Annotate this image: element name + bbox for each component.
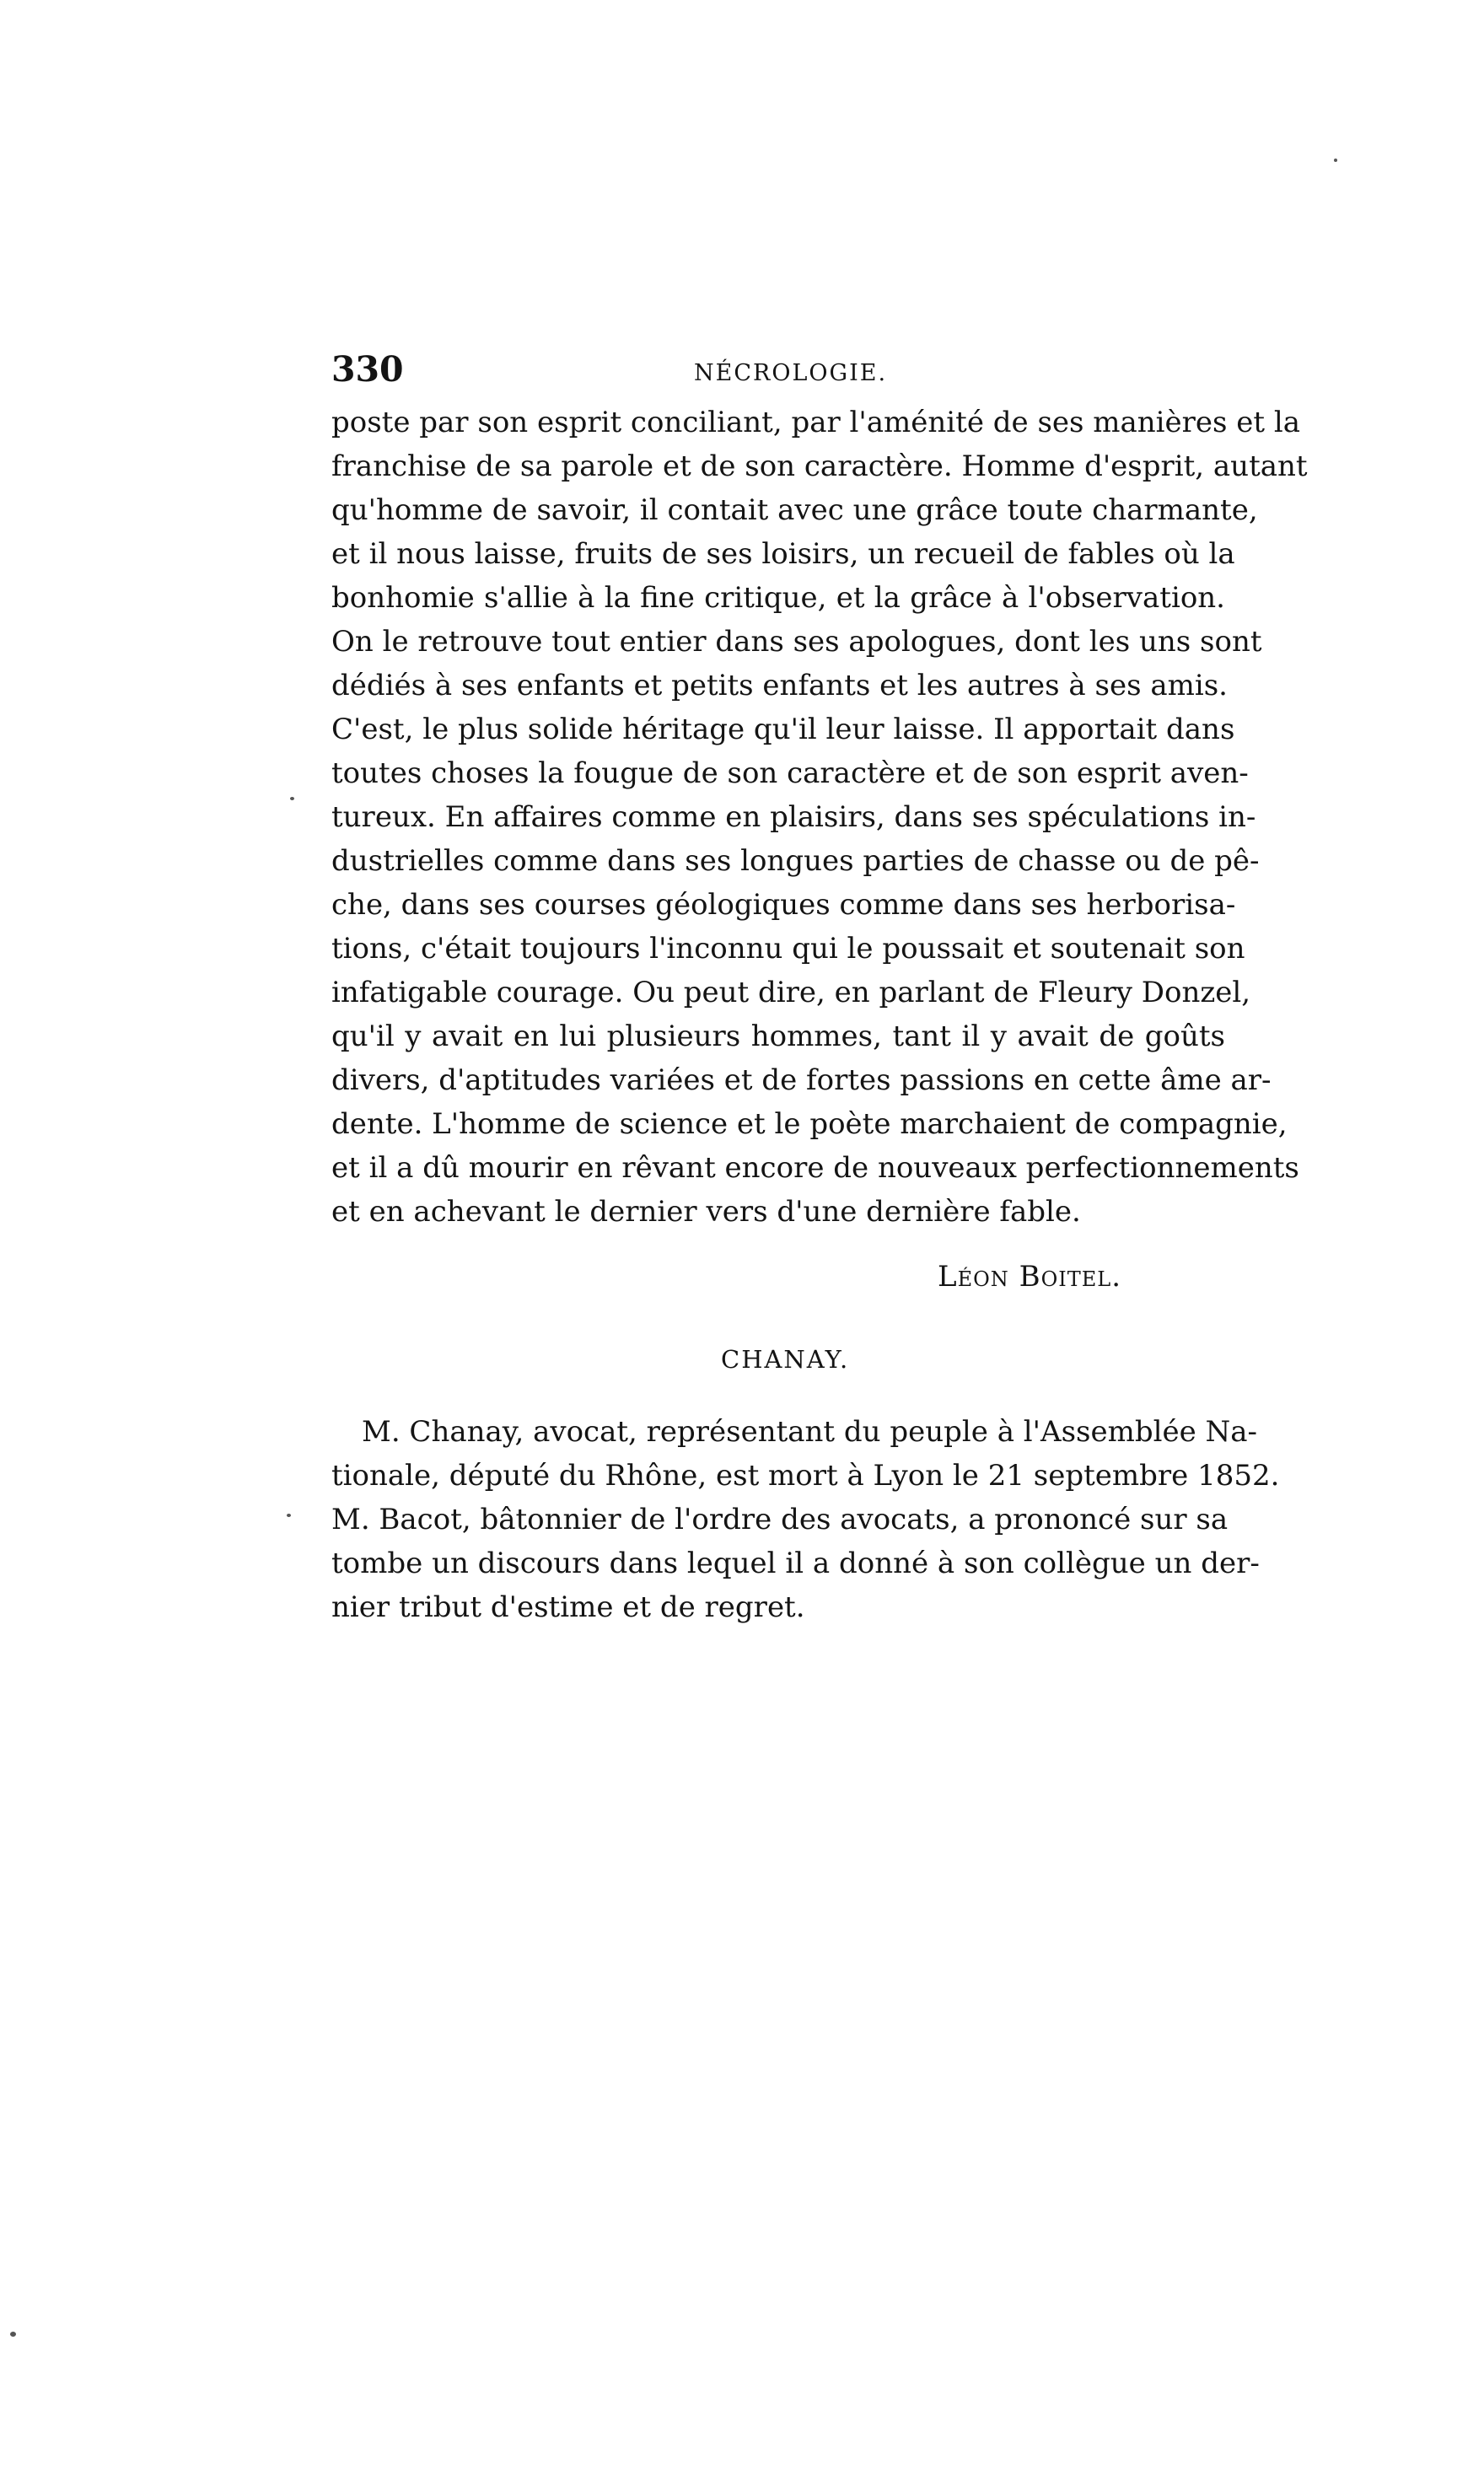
text-line: che, dans ses courses géologiques comme dans ses herborisa-	[331, 888, 1236, 922]
text-line: infatigable courage. Ou peut dire, en parlant de Fleury Donzel,	[331, 976, 1251, 1009]
text-line: tionale, député du Rhône, est mort à Lyon le 21 septembre 1852.	[331, 1459, 1280, 1493]
text-line: qu'homme de savoir, il contait avec une grâce toute charmante,	[331, 493, 1258, 527]
page-number: 330	[331, 349, 404, 390]
text-line: poste par son esprit conciliant, par l'aménité de ses manières et la	[331, 406, 1301, 439]
text-line: et en achevant le dernier vers d'une dernière fable.	[331, 1195, 1081, 1229]
text-line: toutes choses la fougue de son caractère et de son esprit aven-	[331, 756, 1249, 790]
text-line: M. Bacot, bâtonnier de l'ordre des avocats, a prononcé sur sa	[331, 1503, 1229, 1536]
scan-speck	[10, 2332, 16, 2337]
obituary-paragraph	[331, 401, 1308, 1234]
scan-speck	[287, 1514, 291, 1517]
text-line: et il a dû mourir en rêvant encore de nouveaux perfectionnements	[331, 1151, 1299, 1185]
page-header	[331, 346, 1225, 396]
text-line: dédiés à ses enfants et petits enfants et les autres à ses amis.	[331, 669, 1228, 702]
text-line: qu'il y avait en lui plusieurs hommes, tant il y avait de goûts	[331, 1020, 1225, 1053]
text-line: bonhomie s'allie à la fine critique, et la grâce à l'observation.	[331, 581, 1225, 615]
text-line: nier tribut d'estime et de regret.	[331, 1590, 805, 1624]
text-line: C'est, le plus solide héritage qu'il leur laisse. Il apportait dans	[331, 713, 1235, 746]
text-line: On le retrouve tout entier dans ses apologues, dont les uns sont	[331, 625, 1262, 659]
chanay-paragraph	[331, 1410, 1280, 1629]
scan-speck	[290, 797, 294, 800]
text-line: tombe un discours dans lequel il a donné à son collègue un der-	[331, 1547, 1260, 1580]
text-line: dustrielles comme dans ses longues parties de chasse ou de pê-	[331, 844, 1260, 878]
text-line: et il nous laisse, fruits de ses loisirs, un recueil de fables où la	[331, 537, 1235, 571]
text-line: dente. L'homme de science et le poète marchaient de compagnie,	[331, 1107, 1288, 1141]
text-line: M. Chanay, avocat, représentant du peuple à l'Assemblée Na-	[362, 1415, 1258, 1449]
text-line: tureux. En affaires comme en plaisirs, dans ses spéculations in-	[331, 800, 1256, 834]
text-line: franchise de sa parole et de son caractère. Homme d'esprit, autant	[331, 449, 1308, 483]
text-line: tions, c'était toujours l'inconnu qui le poussait et soutenait son	[331, 932, 1245, 966]
running-title: NÉCROLOGIE.	[694, 360, 888, 386]
scan-speck	[1334, 159, 1337, 162]
text-line: divers, d'aptitudes variées et de fortes passions en cette âme ar-	[331, 1063, 1272, 1097]
author-signature: Léon Boitel.	[938, 1260, 1121, 1294]
section-title: CHANAY.	[721, 1345, 850, 1374]
